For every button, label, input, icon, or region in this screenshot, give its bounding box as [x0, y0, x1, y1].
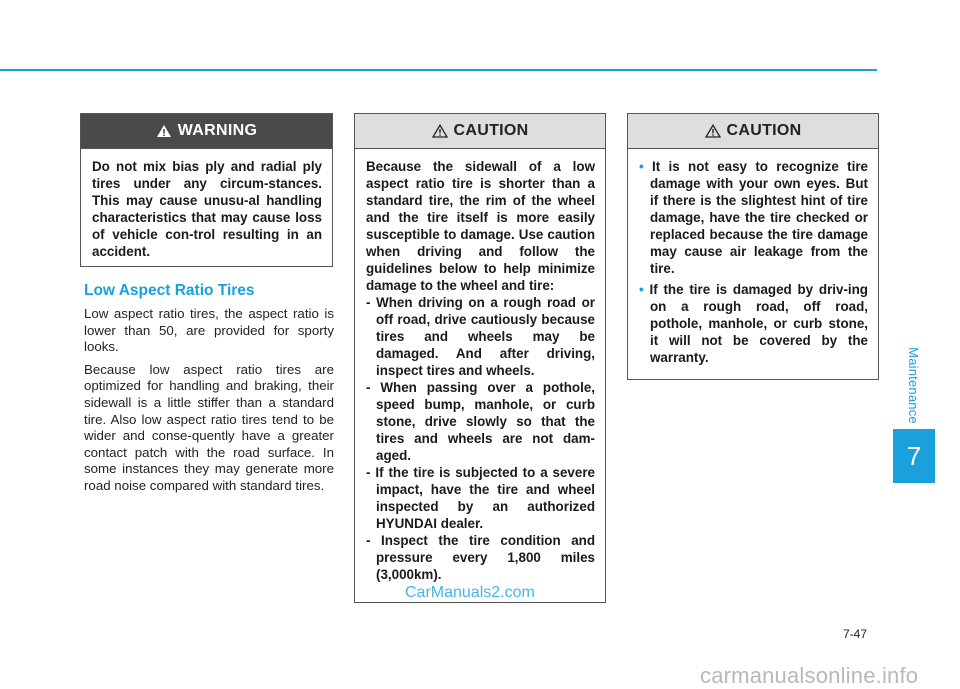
- warning-triangle-icon: [156, 124, 172, 138]
- chapter-number-tab: [893, 429, 935, 483]
- caution-title: CAUTION: [726, 122, 802, 139]
- caution-header: [628, 114, 878, 149]
- caution-intro: Because the sidewall of a low aspect ratio tire is shorter than a standard tire, the rim of the wheel and the tire itself is more easily susceptible to damage. Use caution when driving and follow the guidelines below to help minimize damage to the wheel and tire:: [366, 159, 595, 293]
- caution-item: - Inspect the tire condition and pressure every 1,800 miles (3,000km).: [366, 533, 595, 582]
- caution-item: - When driving on a rough road or off road, drive cautiously because tires and wheels may be damaged. And after driving, inspect tires and wheels.: [366, 295, 595, 378]
- caution-header: [355, 114, 605, 149]
- caution-item: - If the tire is subjected to a severe impact, have the tire and wheel inspected by an authorized HYUNDAI dealer.: [366, 465, 595, 531]
- section-title: Low Aspect Ratio Tires: [84, 282, 255, 299]
- header-rule: [0, 69, 877, 71]
- caution-title: CAUTION: [453, 122, 529, 139]
- caution-body: [628, 149, 878, 366]
- caution-bullet-text: If the tire is damaged by driv-ing on a rough road, off road, pothole, manhole, or curb stone, it will not be covered by the warranty.: [649, 282, 868, 365]
- chapter-number: 7: [906, 440, 922, 471]
- bullet-icon: •: [639, 159, 644, 174]
- warning-body: [81, 149, 332, 260]
- footer-watermark[interactable]: carmanualsonline.info: [700, 663, 919, 688]
- caution-bullet-item: [639, 158, 868, 277]
- caution-triangle-icon: [432, 124, 448, 138]
- bullet-icon: •: [639, 282, 644, 297]
- section-paragraph: Low aspect ratio tires, the aspect ratio is lower than 50, are provided for sporty looks.: [84, 306, 334, 355]
- page-number: 7-47: [843, 627, 868, 641]
- warning-text: Do not mix bias ply and radial ply tires under any circum-stances. This may cause unusu-al handling characteristics that may cause loss of vehicle con-trol resulting in an accident.: [92, 159, 322, 259]
- caution-box-damage: [627, 113, 879, 380]
- warning-box: [80, 113, 333, 267]
- chapter-tab-label: [893, 340, 933, 430]
- section-paragraph: Because low aspect ratio tires are optimized for handling and braking, their sidewall is a little stiffer than a standard tire. Also low aspect ratio tires tend to be wider and conse-quently have a greater contact patch with the road surface. In some instances they may generate more road noise compared with standard tires.: [84, 361, 334, 493]
- section-body: [84, 306, 334, 501]
- watermark-link[interactable]: CarManuals2.com: [405, 584, 535, 601]
- caution-body: [355, 149, 605, 583]
- caution-triangle-icon: [705, 124, 721, 138]
- warning-header: [81, 114, 332, 149]
- chapter-name: Maintenance: [905, 346, 921, 424]
- caution-bullet-item: [639, 281, 868, 366]
- caution-item: - When passing over a pothole, speed bump, manhole, or curb stone, drive slowly so that the tires and wheels are not dam-aged.: [366, 380, 595, 463]
- caution-bullet-text: It is not easy to recognize tire damage with your own eyes. But if there is the slightest hint of tire damage, have the tire checked or replaced because the tire damage may cause air leakage from the tire.: [650, 159, 868, 276]
- caution-box-sidewall: [354, 113, 606, 603]
- warning-title: WARNING: [177, 122, 258, 139]
